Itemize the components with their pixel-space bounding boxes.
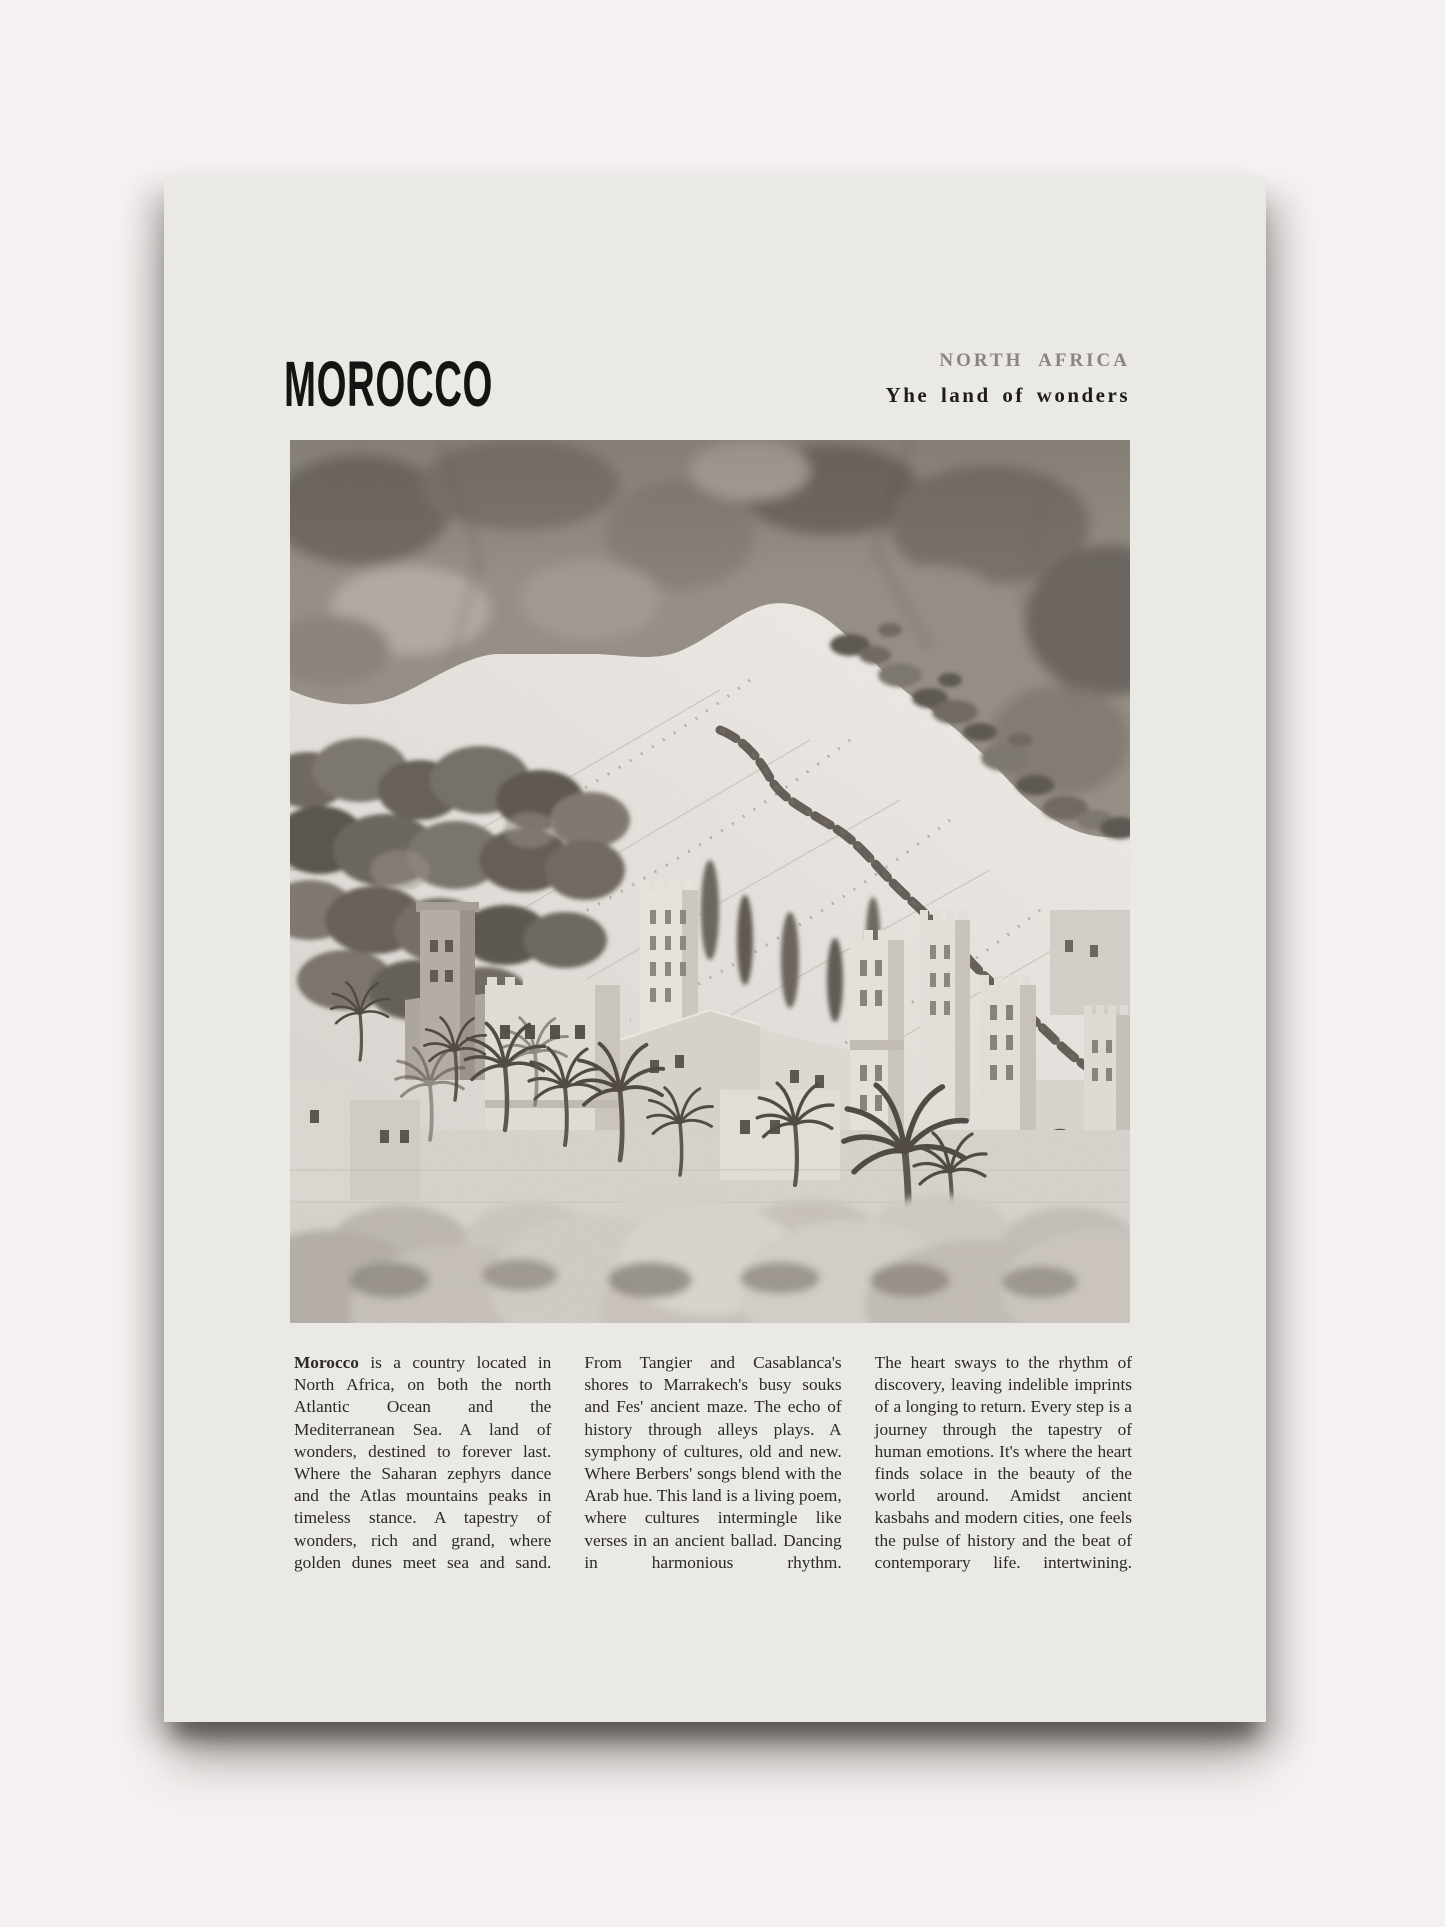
column-2	[584, 1352, 841, 1574]
column-1-lead: Morocco	[294, 1353, 359, 1372]
column-1	[294, 1352, 551, 1574]
poster	[164, 176, 1266, 1722]
column-2-text: From Tangier and Casablanca's shores to Marrakech's busy souks and Fes' ancient maze. The echo of history through alleys plays. A symphony of cultures, old and new. Where Berbers' songs blend with the Arab hue. This land is a living poem, where cultures intermingle like verses in an ancient ballad. Dancing in harmonious rhythm.	[584, 1353, 842, 1572]
tagline: Yhe land of wonders	[885, 383, 1130, 407]
poster-subheader	[886, 350, 1130, 408]
column-3	[875, 1352, 1132, 1574]
kasbah-photo-art	[290, 440, 1130, 1323]
column-1-text: is a country located in North Africa, on both the north Atlantic Ocean and the Mediterranean Sea. A land of wonders, destined to forever last. Where the Saharan zephyrs dance and the Atlas mountains peaks in timeless stance. A tapestry of wonders, rich and grand, where golden dunes meet sea and sand.	[294, 1353, 552, 1572]
poster-header	[284, 348, 1130, 420]
kasbah-photo	[290, 440, 1130, 1323]
region-label: NORTH AFRICA	[939, 350, 1130, 371]
column-3-text: The heart sways to the rhythm of discovery, leaving indelible imprints of a longing to return. Every step is a journey through the tapestry of human emotions. It's where the heart finds solace in the beauty of the world around. Amidst ancient kasbahs and modern cities, one feels the pulse of history and the beat of contemporary life. intertwining.	[874, 1353, 1132, 1572]
description-columns	[294, 1352, 1132, 1574]
poster-title: MOROCCO	[284, 348, 493, 420]
